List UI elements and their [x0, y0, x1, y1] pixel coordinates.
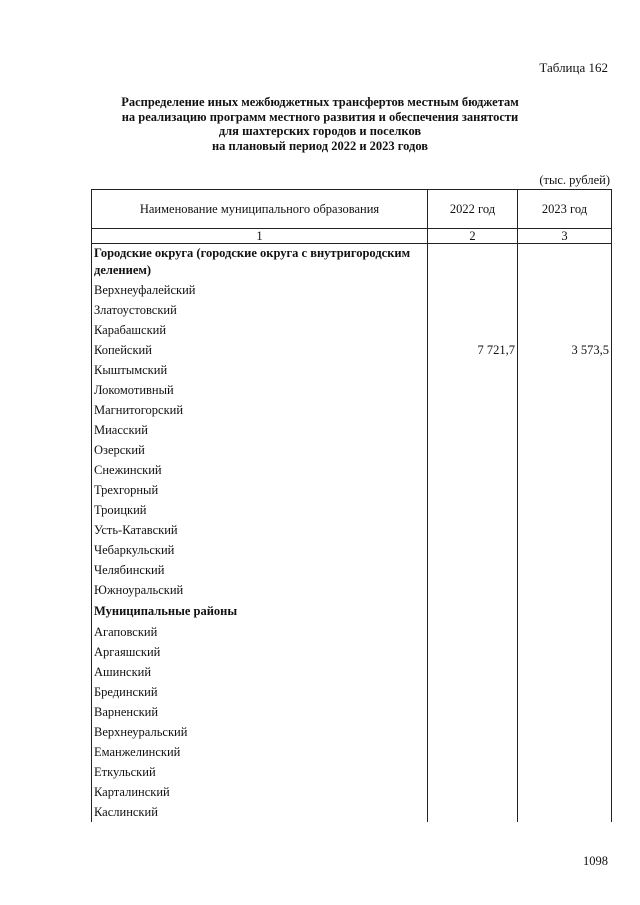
value-2022-cell	[428, 600, 518, 622]
table-row	[92, 500, 612, 520]
value-2022-cell	[428, 802, 518, 822]
municipality-name-cell: Южноуральский	[92, 580, 428, 600]
municipality-name-cell: Карабашский	[92, 320, 428, 340]
value-2022-cell	[428, 520, 518, 540]
value-2023-cell	[518, 560, 612, 580]
municipality-name-cell: Челябинский	[92, 560, 428, 580]
title-line-2: на реализацию программ местного развития и обеспечения занятости	[121, 109, 519, 124]
value-2022-cell	[428, 300, 518, 320]
value-2023-cell	[518, 500, 612, 520]
value-2023-cell	[518, 540, 612, 560]
group-name-cell: Городские округа (городские округа с внутригородским делением)	[92, 244, 428, 281]
table-row	[92, 580, 612, 600]
header-municipality: Наименование муниципального образования	[92, 190, 428, 229]
municipality-name-cell: Ашинский	[92, 662, 428, 682]
value-2022-cell	[428, 460, 518, 480]
value-2022-cell	[428, 560, 518, 580]
table-row	[92, 742, 612, 762]
municipality-name-cell: Каслинский	[92, 802, 428, 822]
value-2022-cell	[428, 540, 518, 560]
value-2022-cell	[428, 662, 518, 682]
document-title	[0, 95, 640, 153]
value-2023-cell	[518, 460, 612, 480]
municipality-name-cell: Верхнеуральский	[92, 722, 428, 742]
value-2022-cell	[428, 280, 518, 300]
column-number-row	[92, 229, 612, 244]
header-2023: 2023 год	[518, 190, 612, 229]
value-2023-cell	[518, 380, 612, 400]
column-number-2: 2	[428, 229, 518, 244]
table-row	[92, 702, 612, 722]
transfers-table	[91, 189, 612, 822]
value-2022-cell	[428, 642, 518, 662]
municipality-name-cell: Снежинский	[92, 460, 428, 480]
table-row	[92, 280, 612, 300]
title-line-4: на плановый период 2022 и 2023 годов	[211, 138, 429, 153]
table-row	[92, 662, 612, 682]
table-row	[92, 560, 612, 580]
value-2023-cell	[518, 360, 612, 380]
units-note: (тыс. рублей)	[539, 173, 610, 187]
table-row	[92, 440, 612, 460]
municipality-name-cell: Златоустовский	[92, 300, 428, 320]
group-row	[92, 600, 612, 622]
value-2022-cell	[428, 722, 518, 742]
value-2022-cell	[428, 682, 518, 702]
value-2022-cell	[428, 320, 518, 340]
table-row	[92, 722, 612, 742]
value-2022-cell	[428, 762, 518, 782]
table-row	[92, 360, 612, 380]
table-row	[92, 340, 612, 360]
table-row	[92, 380, 612, 400]
value-2023-cell	[518, 702, 612, 722]
table-row	[92, 400, 612, 420]
table-row	[92, 762, 612, 782]
column-number-1: 1	[92, 229, 428, 244]
value-2022-cell	[428, 782, 518, 802]
value-2023-cell	[518, 742, 612, 762]
municipality-name-cell: Агаповский	[92, 622, 428, 642]
municipality-name-cell: Варненский	[92, 702, 428, 722]
table-row	[92, 802, 612, 822]
value-2023-cell	[518, 642, 612, 662]
value-2023-cell	[518, 802, 612, 822]
value-2023-cell	[518, 280, 612, 300]
municipality-name-cell: Локомотивный	[92, 380, 428, 400]
value-2023-cell	[518, 480, 612, 500]
title-line-3: для шахтерских городов и поселков	[218, 124, 422, 138]
table-row	[92, 320, 612, 340]
page-number: 1098	[583, 854, 608, 868]
group-row	[92, 244, 612, 281]
municipality-name-cell: Магнитогорский	[92, 400, 428, 420]
value-2022-cell	[428, 500, 518, 520]
table-row	[92, 540, 612, 560]
value-2022-cell	[428, 360, 518, 380]
table-label: Таблица 162	[539, 60, 608, 75]
value-2023-cell	[518, 520, 612, 540]
value-2023-cell	[518, 420, 612, 440]
value-2023-cell	[518, 682, 612, 702]
table-row	[92, 300, 612, 320]
municipality-name-cell: Еманжелинский	[92, 742, 428, 762]
value-2022-cell	[428, 440, 518, 460]
table-row	[92, 642, 612, 662]
municipality-name-cell: Еткульский	[92, 762, 428, 782]
table-row	[92, 782, 612, 802]
municipality-name-cell: Брединский	[92, 682, 428, 702]
value-2022-cell: 7 721,7	[428, 340, 518, 360]
value-2023-cell	[518, 580, 612, 600]
value-2023-cell	[518, 622, 612, 642]
value-2023-cell	[518, 782, 612, 802]
municipality-name-cell: Копейский	[92, 340, 428, 360]
table-row	[92, 520, 612, 540]
municipality-name-cell: Верхнеуфалейский	[92, 280, 428, 300]
municipality-name-cell: Усть-Катавский	[92, 520, 428, 540]
column-number-3: 3	[518, 229, 612, 244]
municipality-name-cell: Троицкий	[92, 500, 428, 520]
value-2022-cell	[428, 580, 518, 600]
table-row	[92, 622, 612, 642]
value-2023-cell	[518, 320, 612, 340]
value-2023-cell	[518, 662, 612, 682]
value-2022-cell	[428, 480, 518, 500]
value-2022-cell	[428, 244, 518, 281]
value-2023-cell	[518, 722, 612, 742]
value-2022-cell	[428, 400, 518, 420]
value-2022-cell	[428, 380, 518, 400]
table-row	[92, 420, 612, 440]
table-row	[92, 682, 612, 702]
table-row	[92, 460, 612, 480]
title-line-1: Распределение иных межбюджетных трансфертов местным бюджетам	[121, 95, 519, 109]
header-2022: 2022 год	[428, 190, 518, 229]
value-2022-cell	[428, 702, 518, 722]
value-2023-cell	[518, 244, 612, 281]
municipality-name-cell: Кыштымский	[92, 360, 428, 380]
value-2023-cell	[518, 300, 612, 320]
value-2022-cell	[428, 420, 518, 440]
value-2022-cell	[428, 742, 518, 762]
table-row	[92, 480, 612, 500]
municipality-name-cell: Чебаркульский	[92, 540, 428, 560]
value-2023-cell	[518, 400, 612, 420]
group-name-cell: Муниципальные районы	[92, 600, 428, 622]
table-body	[92, 244, 612, 823]
municipality-name-cell: Миасский	[92, 420, 428, 440]
municipality-name-cell: Озерский	[92, 440, 428, 460]
value-2022-cell	[428, 622, 518, 642]
municipality-name-cell: Трехгорный	[92, 480, 428, 500]
value-2023-cell	[518, 762, 612, 782]
value-2023-cell	[518, 600, 612, 622]
municipality-name-cell: Аргаяшский	[92, 642, 428, 662]
table-header-row	[92, 190, 612, 229]
value-2023-cell	[518, 440, 612, 460]
value-2023-cell: 3 573,5	[518, 340, 612, 360]
municipality-name-cell: Карталинский	[92, 782, 428, 802]
